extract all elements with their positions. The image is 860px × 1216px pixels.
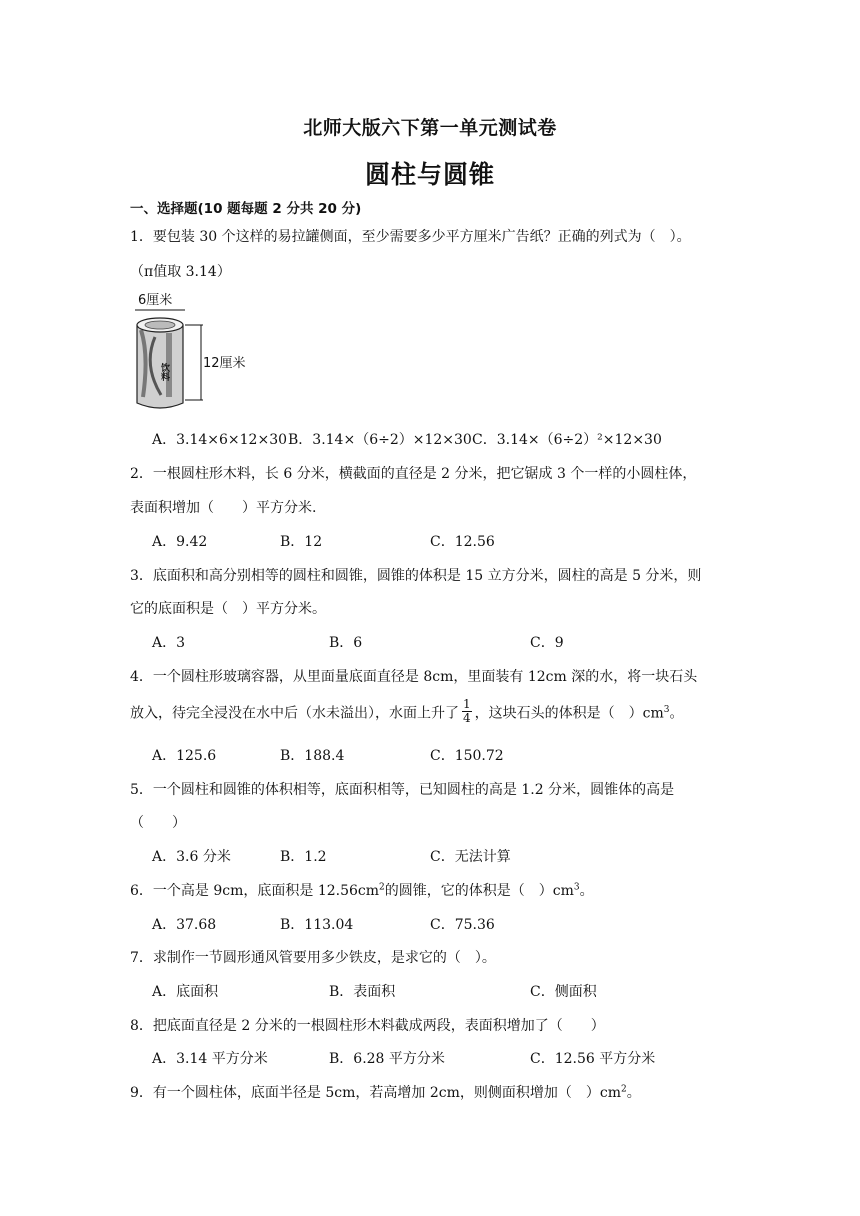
question-8-line-1: 8．把底面直径是 2 分米的一根圆柱形木料截成两段，表面积增加了（ ） (130, 1018, 605, 1034)
question-4-line-2: 放入，待完全浸没在水中后（水未溢出），水面上升了 $\frac{1}{4}$ ，这块石头的体积是（ ）$cm^3$。 (130, 697, 684, 725)
question-5-line-1: 5．一个圆柱和圆锥的体积相等，底面积相等，已知圆柱的高是 1.2 分米，圆锥体的高是 (130, 782, 675, 798)
question-4-line-1: 4．一个圆柱形玻璃容器，从里面量底面直径是 8cm，里面装有 12cm 深的水，将一块石头 (130, 669, 698, 685)
option-a: A．37.68 (152, 917, 217, 933)
option-b: B．188.4 (280, 748, 345, 764)
exam-subtitle: 圆柱与圆锥 (364, 160, 495, 189)
option-c: C．12.56 平方分米 (530, 1051, 656, 1067)
question-6-line-1: 6．一个高是 9cm，底面积是 $12.56cm^2$的圆锥，它的体积是（ ）$cm^3$。 (130, 882, 594, 899)
exam-title: 北师大版六下第一单元测试卷 (303, 117, 557, 139)
height-label: 12厘米 (203, 356, 246, 371)
option-a: A．125.6 (152, 748, 217, 764)
option-a: A．3.6 分米 (152, 849, 231, 865)
option-b: B．12 (280, 534, 323, 550)
option-b: B．3.14×（6÷2）×12×30 (288, 432, 472, 448)
option-a: A．3.14 平方分米 (152, 1051, 268, 1067)
question-1-line-2: （π值取 3.14） (130, 264, 231, 280)
section-heading: 一、选择题(10 题每题 2 分共 20 分) (130, 201, 362, 217)
question-9-line-1: 9．有一个圆柱体，底面半径是 5cm，若高增加 2cm，则侧面积增加（ ）$cm^2$。 (130, 1084, 641, 1101)
question-2-line-1: 2．一根圆柱形木料，长 6 分米，横截面的直径是 2 分米，把它锯成 3 个一样的小圆柱体， (130, 466, 697, 482)
fraction: $\frac{1}{4}$ (463, 697, 471, 725)
option-b: B．1.2 (280, 849, 327, 865)
can-figure (135, 285, 255, 415)
option-c: C．9 (530, 635, 564, 651)
question-3-line-1: 3．底面积和高分别相等的圆柱和圆锥，圆锥的体积是 15 立方分米，圆柱的高是 5 分米，则 (130, 568, 702, 584)
option-a: A．底面积 (152, 984, 219, 1000)
option-c: C．3.14×（6÷2）²×12×30 (472, 432, 662, 448)
question-1-line-1: 1．要包装 30 个这样的易拉罐侧面，至少需要多少平方厘米广告纸？正确的列式为（ ）。 (130, 229, 691, 245)
option-c: C．75.36 (430, 917, 495, 933)
option-c: C．12.56 (430, 534, 495, 550)
option-a: A．9.42 (152, 534, 208, 550)
option-b: B．113.04 (280, 917, 354, 933)
can-brand-text: 饮料 (159, 363, 169, 381)
option-b: B．表面积 (329, 984, 396, 1000)
question-3-line-2: 它的底面积是（ ）平方分米。 (130, 601, 326, 617)
question-5-line-2: （ ） (130, 815, 186, 831)
option-a: A．3.14×6×12×30 (152, 432, 288, 448)
question-7-line-1: 7．求制作一节圆形通风管要用多少铁皮，是求它的（ ）。 (130, 950, 496, 966)
question-2-line-2: 表面积增加（ ）平方分米. (130, 500, 317, 516)
option-a: A．3 (152, 635, 186, 651)
option-b: B．6 (329, 635, 363, 651)
option-c: C．侧面积 (530, 984, 597, 1000)
option-c: C．150.72 (430, 748, 504, 764)
option-c: C．无法计算 (430, 849, 511, 865)
option-b: B．6.28 平方分米 (329, 1051, 445, 1067)
diameter-label: 6厘米 (138, 293, 173, 308)
